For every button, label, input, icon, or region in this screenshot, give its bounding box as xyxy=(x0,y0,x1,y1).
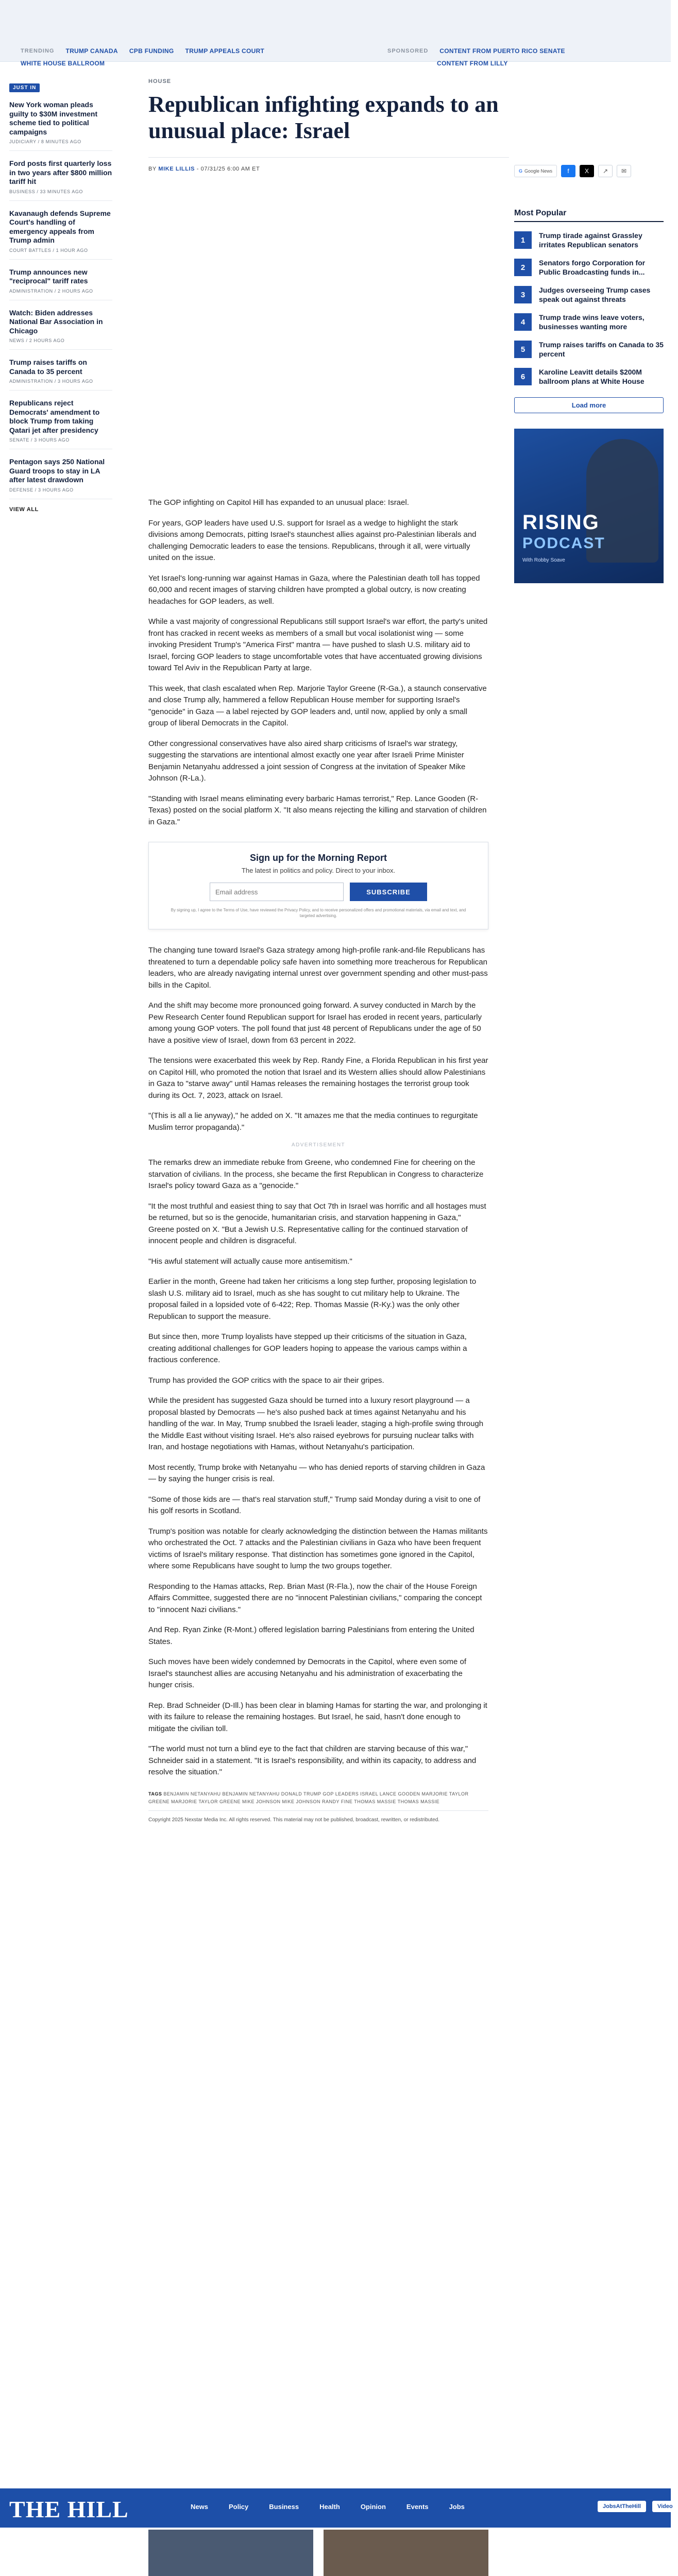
tags-label: TAGS xyxy=(148,1791,162,1797)
popular-title[interactable]: Senators forgo Corporation for Public Broadcasting funds in... xyxy=(539,259,646,276)
news-card[interactable] xyxy=(148,2530,313,2576)
nav-item[interactable]: Opinion xyxy=(360,2503,386,2511)
article-paragraph: "Standing with Israel means eliminating every barbaric Hamas terrorist," Rep. Lance Gooden (R-Texas) posted on the social platform X. "It also means rejecting the killing and starvation of children in Gaza." xyxy=(148,794,487,826)
popular-story[interactable] xyxy=(514,341,664,359)
rail-story-meta: JUDICIARY / 8 MINUTES AGO xyxy=(9,139,81,144)
sponsored-list xyxy=(387,47,565,67)
rising-podcast-ad[interactable] xyxy=(514,429,664,583)
facebook-icon[interactable]: f xyxy=(561,165,575,177)
nav-item[interactable]: Business xyxy=(269,2503,299,2511)
popular-rank: 2 xyxy=(514,259,532,276)
article-paragraph: For years, GOP leaders have used U.S. support for Israel as a wedge to highlight the stark divisions among Democrats, pitting Israel's staunchest allies against pro-Palestinian liberals and challenging Democratic leaders to ease the tensions. Republicans, through it all, were virtually united on the issue. xyxy=(148,518,477,562)
news-card[interactable] xyxy=(324,2530,488,2576)
article-paragraph: And Rep. Ryan Zinke (R-Mont.) offered legislation barring Palestinians from entering the United States. xyxy=(148,1625,474,1646)
article-paragraph: "It the most truthful and easiest thing to say that Oct 7th in Israel was horrific and all hostages must be returned, but so is the genocide, humanitarian crisis, and starvation happening in Gaza," Greene posted on X. "But a Jewish U.S. Representative calling for the continued starvation of innocent people and children is disgraceful. xyxy=(148,1201,486,1245)
rail-story[interactable] xyxy=(9,209,112,260)
podcast-label: PODCAST xyxy=(522,535,605,552)
popular-rank: 6 xyxy=(514,368,532,385)
trending-list xyxy=(21,47,264,67)
rail-story[interactable] xyxy=(9,309,112,350)
section-tag[interactable]: HOUSE xyxy=(148,78,172,84)
newsletter-form xyxy=(170,883,467,901)
popular-title[interactable]: Trump raises tariffs on Canada to 35 percent xyxy=(539,341,664,358)
advertisement-label: ADVERTISEMENT xyxy=(291,1142,346,1148)
article-paragraph: Trump has provided the GOP critics with the space to air their gripes. xyxy=(148,1376,384,1385)
x-icon[interactable]: X xyxy=(580,165,594,177)
share-bar xyxy=(514,165,631,177)
article-paragraph: Trump's position was notable for clearly acknowledging the distinction between the Hamas militants who orchestrated the Oct. 7 attacks and the Palestinian civilians in Gaza who have been frequent victims of Israel's military response. That distinction has sometimes gone ignored in the Capitol, where some Republicans have sought to lump the two groups together. xyxy=(148,1527,488,1570)
just-in-rail xyxy=(9,82,112,513)
nav-item[interactable]: Events xyxy=(406,2503,429,2511)
more-news-grid xyxy=(148,2530,488,2576)
rail-story-title[interactable]: Kavanaugh defends Supreme Court's handling of emergency appeals from Trump admin xyxy=(9,209,111,244)
video-button[interactable]: Video xyxy=(652,2501,678,2512)
popular-story[interactable] xyxy=(514,313,664,331)
article-paragraph: "His awful statement will actually cause more antisemitism." xyxy=(148,1257,352,1266)
rail-story-title[interactable]: Trump announces new "reciprocal" tariff rates xyxy=(9,267,88,285)
google-news-icon: G xyxy=(519,168,523,174)
most-popular-rail xyxy=(514,209,664,583)
rail-story-title[interactable]: Ford posts first quarterly loss in two years after $800 million tariff hit xyxy=(9,159,112,185)
rail-story-title[interactable]: Pentagon says 250 National Guard troops to stay in LA after latest drawdown xyxy=(9,457,105,484)
popular-rank: 3 xyxy=(514,286,532,303)
rail-story[interactable] xyxy=(9,399,112,449)
rail-story[interactable] xyxy=(9,457,112,499)
nav-item[interactable]: Health xyxy=(319,2503,340,2511)
copyright: Copyright 2025 Nexstar Media Inc. All rights reserved. This material may not be published, broadcast, rewritten, or redistributed. xyxy=(148,1810,488,1824)
article-paragraph: Most recently, Trump broke with Netanyahu — who has denied reports of starving children in Gaza — by saying the hunger crisis is real. xyxy=(148,1463,485,1483)
rail-story-meta: BUSINESS / 33 MINUTES AGO xyxy=(9,189,83,194)
trending-link[interactable]: TRUMP APPEALS COURT xyxy=(185,47,265,55)
google-news-label: Google News xyxy=(524,168,553,174)
article-paragraph: Earlier in the month, Greene had taken her criticisms a long step further, proposing legislation to slash U.S. military aid to Israel, much as she has sought to cut military help to Ukraine. The proposal failed in a lopsided vote of 6-422; Rep. Thomas Massie (R-Ky.) was the only other Republican to support the measure. xyxy=(148,1277,477,1321)
newsletter-subtitle: The latest in politics and policy. Direct to your inbox. xyxy=(241,867,396,874)
article-paragraph: While a vast majority of congressional Republicans still support Israel's war effort, the party's united front has cracked in recent weeks as members of a small but vocal isolationist wing — some invoking President Trump's "America First" mantra — have pushed to slash U.S. military aid to Israel, forcing GOP leaders to stage uncomfortable votes that have accentuated growing divisions toward Tel Aviv in the Republican Party at large. xyxy=(148,617,488,672)
newsletter-title: Sign up for the Morning Report xyxy=(250,853,387,863)
subscribe-button[interactable]: SUBSCRIBE xyxy=(350,883,427,901)
rail-story-meta: ADMINISTRATION / 2 HOURS AGO xyxy=(9,288,93,294)
article-paragraph: Rep. Brad Schneider (D-Ill.) has been clear in blaming Hamas for starting the war, and prolonging it with its failure to release the remaining hostages. But Israel, he said, hasn't done enough to mitigate the civilian toll. xyxy=(148,1701,487,1733)
popular-title[interactable]: Trump trade wins leave voters, businesses wanting more xyxy=(539,313,645,331)
article-paragraph: Other congressional conservatives have also aired sharp criticisms of Israel's war strategy, suggesting the starvations are intentional almost exactly one year after Israeli Prime Minister Benjamin Netanyahu addressed a joint session of Congress at the invitation of Speaker Mike Johnson (R-La.). xyxy=(148,739,466,783)
rail-story-title[interactable]: Watch: Biden addresses National Bar Association in Chicago xyxy=(9,308,103,335)
author-link[interactable]: MIKE LILLIS xyxy=(158,166,195,172)
rail-story-meta: ADMINISTRATION / 3 HOURS AGO xyxy=(9,379,93,384)
rail-story[interactable] xyxy=(9,268,112,300)
news-card-image[interactable] xyxy=(148,2530,313,2576)
article-paragraph: Responding to the Hamas attacks, Rep. Brian Mast (R-Fla.), now the chair of the House Foreign Affairs Committee, suggested there are no "innocent Palestinian civilians," comparing the concept to "innocent Nazi civilians." xyxy=(148,1582,482,1614)
jobs-button[interactable]: JobsAtTheHill xyxy=(598,2501,646,2512)
newsletter-fine-print: By signing up, I agree to the Terms of Use, have reviewed the Privacy Policy, and to receive personalized offers and promotional materials, via email and text, and targeted advertising. xyxy=(171,908,466,919)
article-paragraph: And the shift may become more pronounced going forward. A survey conducted in March by the Pew Research Center found Republican support for Israel has eroded in recent years, particularly among young GOP voters. The poll found that just 48 percent of Republicans under the age of 50 have a positive view of Israel, down from 63 percent in 2022. xyxy=(148,1001,482,1045)
popular-title[interactable]: Karoline Leavitt details $200M ballroom plans at White House xyxy=(539,368,645,385)
the-hill-logo[interactable]: THE HILL xyxy=(9,2496,129,2522)
podcast-rising-label: RISING xyxy=(522,511,600,534)
podcast-subtitle: With Robby Soave xyxy=(522,557,565,563)
main-nav xyxy=(191,2503,465,2511)
page-title: Republican infighting expands to an unusual place: Israel xyxy=(148,92,499,143)
trending-link[interactable]: WHITE HOUSE BALLROOM xyxy=(21,60,105,67)
google-news-button[interactable] xyxy=(514,165,557,177)
rail-story-meta: NEWS / 2 HOURS AGO xyxy=(9,338,65,343)
popular-title[interactable]: Trump tirade against Grassley irritates Republican senators xyxy=(539,231,642,249)
load-more-button[interactable]: Load more xyxy=(514,397,664,413)
popular-story[interactable] xyxy=(514,286,664,304)
byline xyxy=(148,166,260,172)
popular-rank: 4 xyxy=(514,313,532,331)
byline-prefix: BY xyxy=(148,166,157,172)
article-paragraph: The remarks drew an immediate rebuke from Greene, who condemned Fine for cheering on the starvation of civilians. In the process, she became the first Republican in Congress to characterize Israel's policy toward Gaza as a "genocide." xyxy=(148,1158,484,1190)
newsletter-signup xyxy=(148,842,488,929)
share-icon[interactable]: ↗ xyxy=(598,165,613,177)
sponsored-label: SPONSORED xyxy=(387,48,429,54)
most-popular-heading: Most Popular xyxy=(514,209,664,222)
timestamp: - 07/31/25 6:00 AM ET xyxy=(196,166,260,172)
trending-link[interactable]: TRUMP CANADA xyxy=(65,47,118,55)
article-body-continued xyxy=(148,945,488,1787)
rail-story-title[interactable]: Trump raises tariffs on Canada to 35 percent xyxy=(9,358,87,376)
nav-item[interactable]: News xyxy=(191,2503,208,2511)
rail-story[interactable] xyxy=(9,358,112,391)
article-paragraph: The tensions were exacerbated this week by Rep. Randy Fine, a Florida Republican in his first year on Capitol Hill, who promoted the notion that Israel and its Western allies should allow Palestinians in Gaza to "starve away" until Hamas releases the remaining hostages the terrorist group took during its Oct. 7, 2023, attack on Israel. xyxy=(148,1056,488,1100)
nav-item[interactable]: Policy xyxy=(228,2503,249,2511)
news-card-image[interactable] xyxy=(324,2530,488,2576)
just-in-badge: JUST IN xyxy=(9,83,40,92)
article-body xyxy=(148,497,488,837)
article-paragraph: This week, that clash escalated when Rep. Marjorie Taylor Greene (R-Ga.), a staunch conservative and close Trump ally, hammered a fellow Republican House member for supporting Israel's "genocide" in Gaza — a label rejected by GOP leaders and, until now, applied by only a small group of liberal Democrats in the Capitol. xyxy=(148,684,487,727)
popular-rank: 1 xyxy=(514,231,532,249)
nav-item[interactable]: Jobs xyxy=(449,2503,465,2511)
rail-story-title[interactable]: Republicans reject Democrats' amendment to block Trump from taking Qatari jet after presidency xyxy=(9,399,100,434)
article-paragraph: "Some of those kids are — that's real starvation stuff," Trump said Monday during a visit to one of his golf resorts in Scotland. xyxy=(148,1495,481,1515)
view-all-link[interactable]: VIEW ALL xyxy=(9,506,39,513)
article-paragraph: The changing tune toward Israel's Gaza strategy among high-profile rank-and-file Republicans has threatened to turn a dependable policy safe haven into something more treacherous for Republican leaders, who are already navigating internal unrest over government spending and other must-pass bills in the Capitol. xyxy=(148,946,488,990)
email-field[interactable] xyxy=(210,883,344,901)
rail-story-meta: SENATE / 3 HOURS AGO xyxy=(9,437,70,443)
article-paragraph: Yet Israel's long-running war against Hamas in Gaza, where the Palestinian death toll has topped 60,000 and recent images of starving children have prompted a global outcry, is now creating headaches for GOP leaders, as well. xyxy=(148,573,480,606)
article-tags xyxy=(148,1790,488,1806)
article-paragraph: But since then, more Trump loyalists have stepped up their criticisms of the situation in Gaza, creating additional challenges for GOP leaders hoping to appease the various camps within a fractious conference. xyxy=(148,1332,467,1364)
sponsored-link[interactable]: CONTENT FROM LILLY xyxy=(437,60,508,67)
sponsored-link[interactable]: CONTENT FROM PUERTO RICO SENATE xyxy=(439,47,565,55)
rail-story-title[interactable]: New York woman pleads guilty to $30M investment scheme tied to political campaigns xyxy=(9,100,98,136)
article-paragraph: The GOP infighting on Capitol Hill has expanded to an unusual place: Israel. xyxy=(148,498,409,507)
rail-story-meta: COURT BATTLES / 1 HOUR AGO xyxy=(9,247,88,253)
popular-rank: 5 xyxy=(514,341,532,358)
article-paragraph: Such moves have been widely condemned by Democrats in the Capitol, where even some of Israel's staunchest allies are accusing Netanyahu and his administration of exacerbating the hunger crisis. xyxy=(148,1657,466,1689)
tags-list[interactable]: BENJAMIN NETANYAHU BENJAMIN NETANYAHU DONALD TRUMP GOP LEADERS ISRAEL LANCE GOODEN MARJORIE TAYLOR GREENE MARJORIE TAYLOR GREENE MIKE JOHNSON MIKE JOHNSON RANDY FINE THOMAS MASSIE THOMAS MASSIE xyxy=(148,1791,469,1805)
rail-story[interactable] xyxy=(9,100,112,151)
trending-label: TRENDING xyxy=(21,48,55,54)
site-masthead xyxy=(0,2488,671,2528)
popular-story[interactable] xyxy=(514,368,664,386)
masthead-actions xyxy=(598,2501,678,2512)
trending-link[interactable]: CPB FUNDING xyxy=(129,47,174,55)
divider xyxy=(148,157,509,158)
popular-story[interactable] xyxy=(514,259,664,277)
rail-story-meta: DEFENSE / 3 HOURS AGO xyxy=(9,487,74,493)
article-paragraph: "(This is all a lie anyway)," he added on X. "It amazes me that the media continues to regurgitate Muslim terror propaganda)." xyxy=(148,1111,478,1132)
popular-title[interactable]: Judges overseeing Trump cases speak out against threats xyxy=(539,286,651,303)
email-icon[interactable]: ✉ xyxy=(617,165,631,177)
rail-story[interactable] xyxy=(9,159,112,201)
article-paragraph: While the president has suggested Gaza should be turned into a luxury resort playground — a proposal blasted by Democrats — he's also pushed back at times against Netanyahu and his handling of the war. In May, Trump snubbed the Israeli leader, staging a high-profile swing through the Middle East without visiting Israel. He's also raised eyebrows for pursuing nuclear talks with Iran, and hostage negotiations with Hamas, without Netanyahu's participation. xyxy=(148,1396,484,1451)
popular-story[interactable] xyxy=(514,231,664,249)
article-paragraph: "The world must not turn a blind eye to the fact that children are starving because of this war," Schneider said in a statement. "It is Israel's responsibility, and within its capacity, to address and resolve the situation." xyxy=(148,1744,477,1776)
